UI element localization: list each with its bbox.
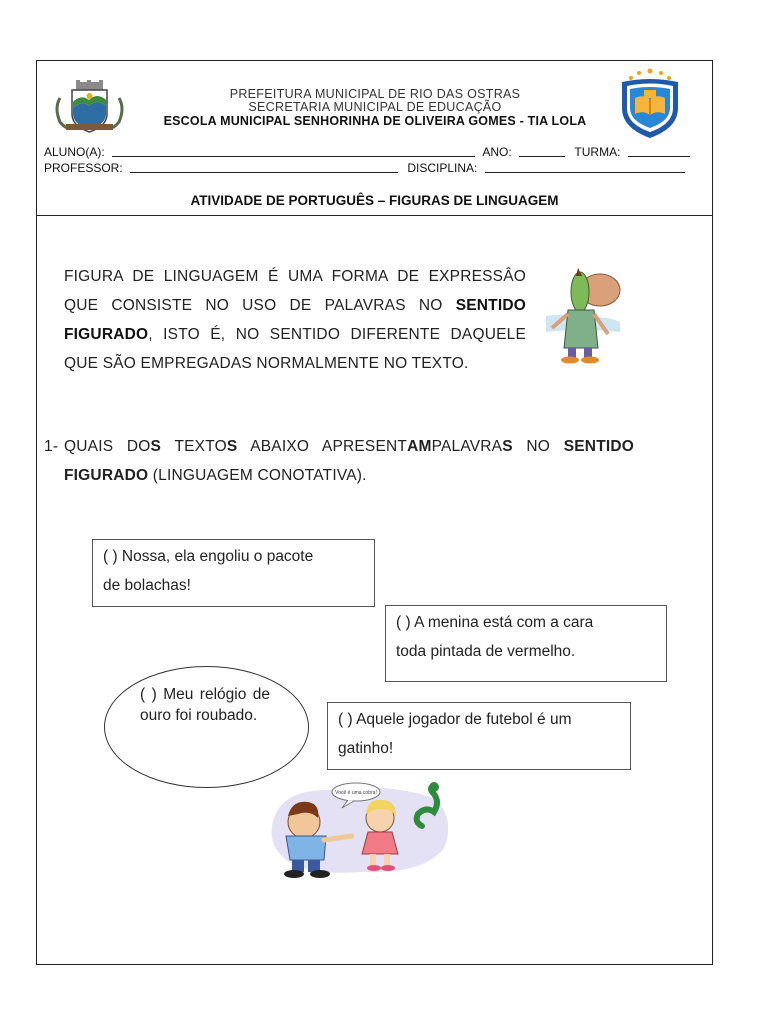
- question-text-bold: S: [502, 438, 513, 455]
- professor-label: PROFESSOR:: [44, 161, 123, 175]
- option-d-line-2: gatinho!: [338, 740, 394, 757]
- option-b-line-2: toda pintada de vermelho.: [396, 643, 576, 660]
- question-text-bold: S: [150, 438, 162, 455]
- form-row-aluno: [44, 145, 690, 159]
- aluno-field[interactable]: [112, 145, 475, 157]
- speech-bubble-text: Você é uma cobra!: [335, 790, 377, 796]
- question-text-bold: SENTIDO FIGURADO: [64, 438, 635, 484]
- header-secretaria: SECRETARIA MUNICIPAL DE EDUCAÇÃO: [248, 100, 502, 114]
- option-b-line-1: ( ) A menina está com a cara: [396, 614, 594, 631]
- turma-field[interactable]: [628, 145, 690, 157]
- option-box-b: [385, 605, 667, 682]
- question-text-part: NO: [512, 438, 564, 455]
- professor-field[interactable]: [130, 161, 398, 173]
- question-text-part: QUAIS DO: [64, 438, 151, 455]
- intro-paragraph: [64, 262, 526, 378]
- disciplina-field[interactable]: [485, 161, 685, 173]
- question-text-bold: S: [226, 438, 238, 455]
- figure-illustration-icon: [542, 262, 624, 366]
- turma-label: TURMA:: [574, 145, 621, 159]
- cartoon-illustration: [264, 778, 460, 882]
- question-text-part: PALAVRA: [431, 438, 503, 455]
- option-box-d: [327, 702, 631, 770]
- question-1: [44, 432, 634, 490]
- aluno-label: ALUNO(A):: [44, 145, 105, 159]
- option-c-text: ( ) Meu relógio de ouro foi roubado.: [140, 686, 270, 724]
- question-text-bold: AM: [407, 438, 432, 455]
- option-a-line-2: de bolachas!: [103, 577, 191, 594]
- header-escola: ESCOLA MUNICIPAL SENHORINHA DE OLIVEIRA GOMES - TIA LOLA: [163, 114, 587, 128]
- intro-bold-term: SENTIDO FIGURADO: [64, 297, 526, 343]
- disciplina-label: DISCIPLINA:: [407, 161, 478, 175]
- intro-text-2: , ISTO É, NO SENTIDO DIFERENTE DAQUELE QUE SÃO EMPREGADAS NORMALMENTE NO TEXTO.: [64, 326, 526, 372]
- question-text-part: ABAIXO APRESENT: [237, 438, 408, 455]
- question-text: [64, 432, 634, 490]
- school-badge-icon: [617, 68, 683, 140]
- municipal-coat-of-arms-icon: [52, 78, 127, 136]
- activity-title: ATIVIDADE DE PORTUGUÊS – FIGURAS DE LINGUAGEM: [190, 193, 559, 208]
- option-d-line-1: ( ) Aquele jogador de futebol é um: [338, 711, 572, 728]
- question-number: 1-: [44, 438, 59, 455]
- ano-label: ANO:: [482, 145, 512, 159]
- ano-field[interactable]: [519, 145, 565, 157]
- intro-text-1: FIGURA DE LINGUAGEM É UMA FORMA DE EXPRESSÂO QUE CONSISTE NO USO DE PALAVRAS NO: [64, 268, 526, 314]
- question-text-part: (LINGUAGEM CONOTATIVA).: [148, 467, 367, 484]
- question-text-part: TEXTO: [161, 438, 227, 455]
- form-row-professor: [44, 161, 685, 175]
- option-a-line-1: ( ) Nossa, ela engoliu o pacote: [103, 548, 314, 565]
- header-divider: [36, 215, 713, 216]
- option-box-a: [92, 539, 375, 607]
- header-prefeitura: PREFEITURA MUNICIPAL DE RIO DAS OSTRAS: [229, 87, 521, 101]
